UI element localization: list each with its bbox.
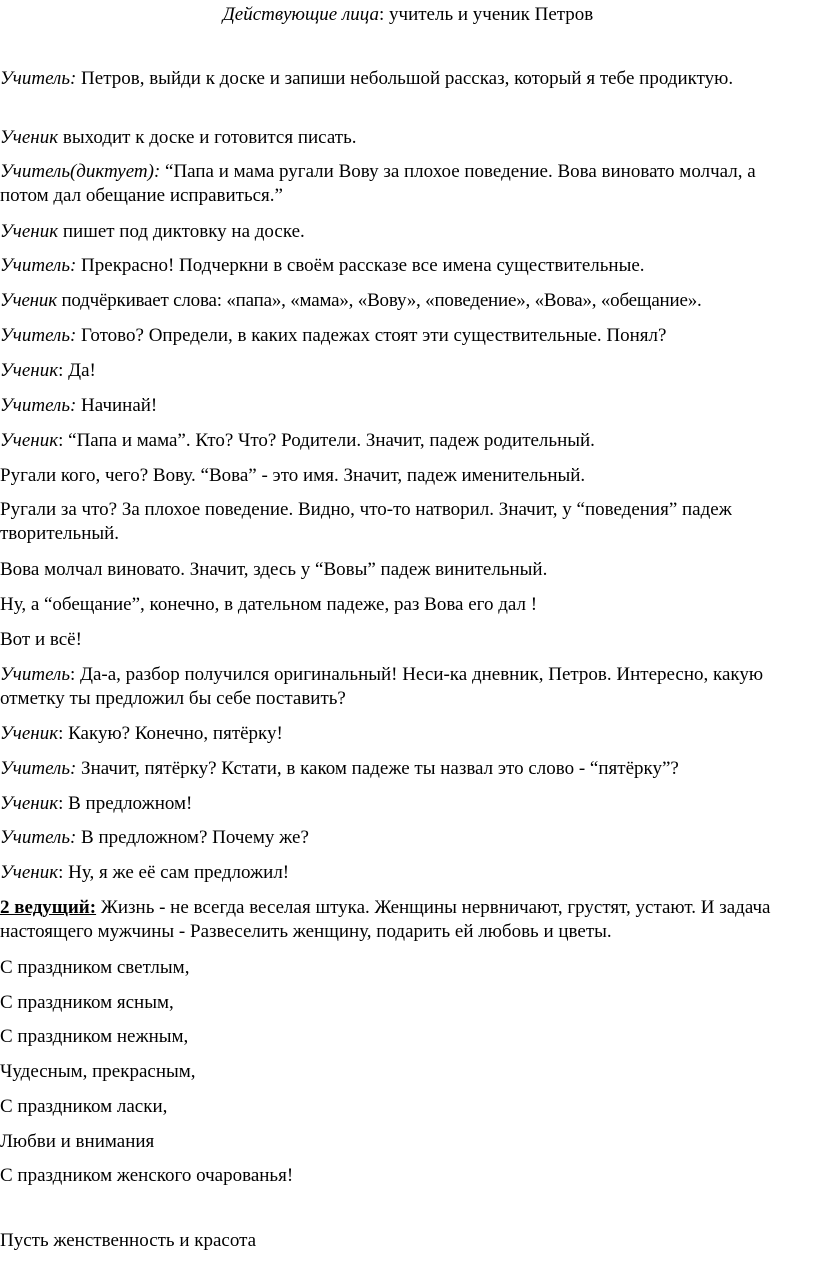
dialogue-line [0, 498, 808, 546]
poem-line: Любви и внимания [0, 1131, 155, 1152]
speaker: Учитель: [0, 395, 77, 416]
dialogue-line [0, 394, 808, 418]
speaker: Учитель: [0, 255, 77, 276]
line-text: : “Папа и мама”. Кто? Что? Родители. Значит, падеж родительный. [58, 430, 595, 451]
dialogue-line [0, 289, 808, 313]
dialogue-line [0, 324, 808, 348]
speaker: Ученик [0, 221, 59, 242]
speaker: Учитель [0, 664, 70, 685]
line-text: : Да! [58, 360, 96, 381]
line-text: Вот и всё! [0, 629, 82, 650]
line-text: Значит, пятёрку? Кстати, в каком падеже ты назвал это слово - “пятёрку”? [76, 758, 679, 779]
speaker: Учитель: [0, 325, 77, 346]
dialogue-line [0, 663, 808, 711]
host-text: Жизнь - не всегда веселая штука. Женщины нервничают, грустят, устают. И задача настоящего мужчины - Развеселить женщину, подарить ей любовь и цветы. [0, 897, 771, 942]
dialogue-line [0, 126, 808, 150]
line-text: В предложном? Почему же? [76, 827, 309, 848]
speaker: Учитель: [0, 758, 77, 779]
dialogue-line [0, 160, 808, 208]
speaker: Учитель: [0, 827, 77, 848]
line-text: пишет под диктовку на доске. [58, 221, 305, 242]
host-paragraph [0, 896, 808, 944]
speaker: Ученик [0, 290, 57, 311]
dialogue-line [0, 359, 808, 383]
line-text: Ругали за что? За плохое поведение. Видно, что-то натворил. Значит, у “поведения” падеж творительный. [0, 499, 732, 544]
poem-line: С праздником женского очарованья! [0, 1165, 294, 1186]
poem-line: С праздником нежным, [0, 1026, 189, 1047]
dialogue-line [0, 861, 808, 885]
dialogue-line [0, 429, 808, 453]
speaker: Ученик [0, 862, 59, 883]
line-text: “Папа и мама ругали Вову за плохое поведение. Вова виновато молчал, а потом дал обещание исправиться.” [0, 161, 756, 206]
dialogue-line [0, 757, 808, 781]
dialogue-line [0, 628, 808, 652]
speaker: Ученик [0, 360, 59, 381]
poem-line: Чудесным, прекрасным, [0, 1061, 196, 1082]
dialogue-line [0, 792, 808, 816]
dialogue-line [0, 220, 808, 244]
line-text: : В предложном! [58, 793, 193, 814]
speaker: Учитель(диктует): [0, 161, 161, 182]
speaker: Учитель: [0, 68, 77, 89]
dialogue-line [0, 67, 808, 91]
line-text: Прекрасно! Подчеркни в своём рассказе все имена существительные. [76, 255, 645, 276]
line-text: Ну, а “обещание”, конечно, в дательном падеже, раз Вова его дал ! [0, 594, 538, 615]
dialogue-line [0, 722, 808, 746]
speaker: Ученик [0, 793, 59, 814]
page-title [0, 3, 816, 27]
speaker: Ученик [0, 430, 59, 451]
title-italic: Действующие лица [222, 4, 379, 25]
line-text: подчёркивает слова: «папа», «мама», «Вову», «поведение», «Вова», «обещание». [56, 290, 702, 311]
line-text: Вова молчал виновато. Значит, здесь у “Вовы” падеж винительный. [0, 559, 548, 580]
speaker: Ученик [0, 127, 59, 148]
title-rest: : учитель и ученик Петров [379, 4, 594, 25]
line-text: Ругали кого, чего? Вову. “Вова” - это имя. Значит, падеж именительный. [0, 465, 586, 486]
line-text: Готово? Определи, в каких падежах стоят эти существительные. Понял? [76, 325, 667, 346]
dialogue-line [0, 464, 808, 488]
poem-line: С праздником ясным, [0, 992, 174, 1013]
line-text: выходит к доске и готовится писать. [58, 127, 357, 148]
poem-line: С праздником ласки, [0, 1096, 168, 1117]
poem-line: С праздником светлым, [0, 957, 190, 978]
speaker: Ученик [0, 723, 59, 744]
dialogue-line [0, 593, 808, 617]
last-line: Пусть женственность и красота [0, 1230, 257, 1251]
dialogue-line [0, 558, 808, 582]
dialogue-line [0, 826, 808, 850]
dialogue-line [0, 254, 808, 278]
line-text: : Да-а, разбор получился оригинальный! Неси-ка дневник, Петров. Интересно, какую отметку ты предложил бы себе поставить? [0, 664, 764, 709]
line-text: : Ну, я же её сам предложил! [58, 862, 290, 883]
line-text: Петров, выйди к доске и запиши небольшой рассказ, который я тебе продиктую. [76, 68, 734, 89]
host-label: 2 ведущий: [0, 897, 97, 918]
line-text: : Какую? Конечно, пятёрку! [58, 723, 283, 744]
line-text: Начинай! [76, 395, 158, 416]
